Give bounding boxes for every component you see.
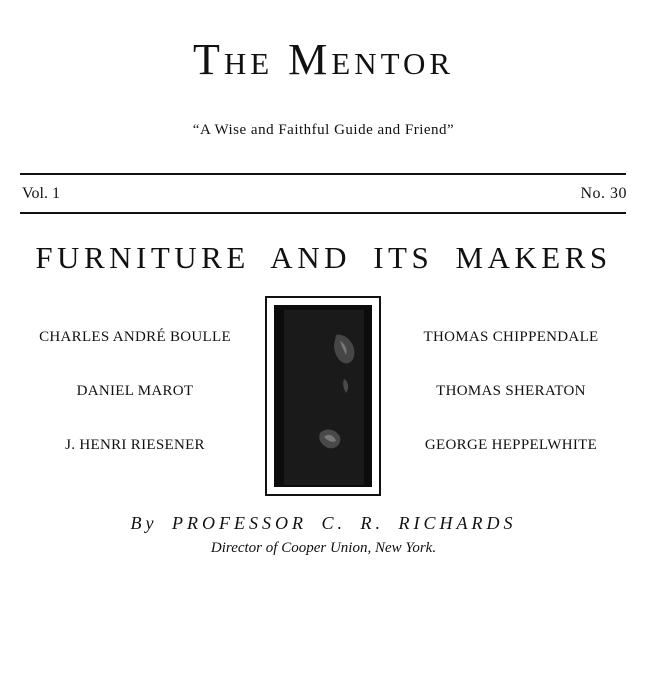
maker-left-1: CHARLES ANDRÉ BOULLE [39,329,231,345]
masthead-tagline: “A Wise and Faithful Guide and Friend” [192,122,455,138]
portrait-image [274,305,372,487]
volume-label: Vol. 1 [22,185,60,202]
masthead-title: The Mentor [192,35,455,84]
maker-right-3: GEORGE HEPPELWHITE [424,437,598,453]
article-headline: FURNITURE AND ITS MAKERS [35,240,612,275]
bottom-rule [20,212,626,214]
maker-right-1: THOMAS CHIPPENDALE [423,329,599,345]
portrait-engraving [274,305,372,487]
maker-right-2: THOMAS SHERATON [436,383,586,399]
maker-left-3: J. HENRI RIESENER [65,437,205,453]
maker-left-2: DANIEL MAROT [76,383,194,399]
author-affiliation: Director of Cooper Union, New York. [210,540,437,556]
issue-number: No. 30 [580,185,627,202]
top-rule [20,173,626,175]
author-byline: By PROFESSOR C. R. RICHARDS [130,513,517,533]
portrait-frame [265,296,381,496]
